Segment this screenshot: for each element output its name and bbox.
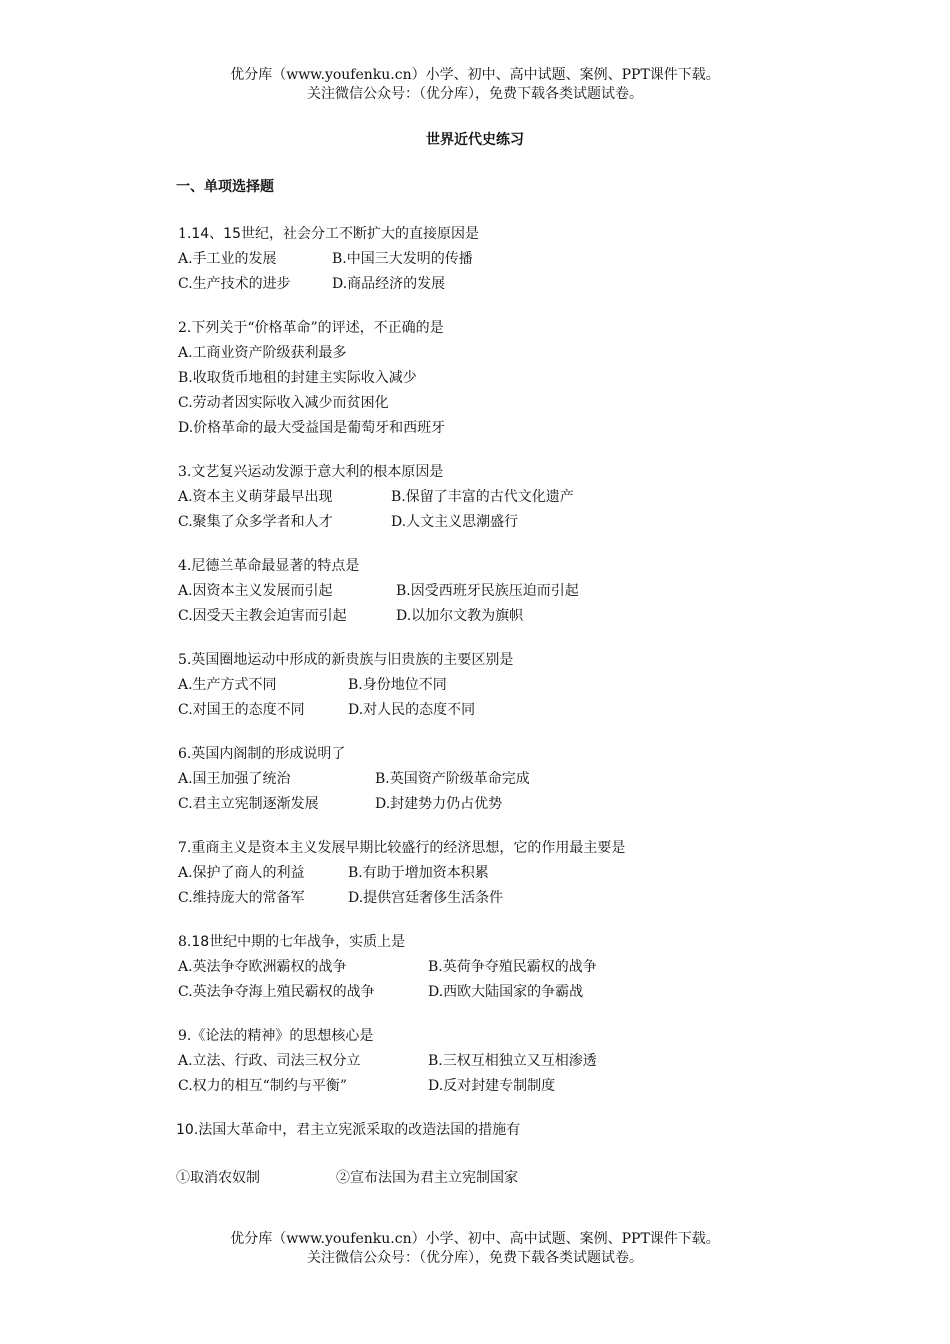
- statement-2: ②宣布法国为君主立宪制国家: [336, 1170, 518, 1186]
- option-b: B.身份地位不同: [348, 677, 447, 693]
- option-d: D.以加尔文教为旗帜: [396, 608, 524, 624]
- question-stem: 重商主义是资本主义发展早期比较盛行的经济思想，它的作用最主要是: [191, 840, 626, 856]
- option-a: A.手工业的发展: [178, 251, 277, 267]
- question-9: [178, 1027, 898, 1102]
- option-d: D.封建势力仍占优势: [375, 796, 503, 812]
- option-c: C.君主立宪制逐渐发展: [178, 796, 319, 812]
- question-number: 1.: [178, 226, 192, 242]
- option-d: D.对人民的态度不同: [348, 702, 476, 718]
- footer-line-2: 关注微信公众号：（优分库），免费下载各类试题试卷。: [307, 1250, 643, 1266]
- option-b: B.英国资产阶级革命完成: [375, 771, 530, 787]
- question-number: 8.: [178, 934, 192, 950]
- question-number: 4.: [178, 558, 192, 574]
- question-5: [178, 651, 898, 726]
- header-line-2: 关注微信公众号：（优分库），免费下载各类试题试卷。: [307, 86, 643, 102]
- question-stem: 英国内阁制的形成说明了: [191, 746, 346, 762]
- option-b: B.中国三大发明的传播: [332, 251, 473, 267]
- question-number: 5.: [178, 652, 192, 668]
- question-number: 9.: [178, 1028, 192, 1044]
- question-10: [176, 1121, 898, 1194]
- option-b: B.收取货币地租的封建主实际收入减少: [178, 370, 417, 386]
- option-a: A.生产方式不同: [178, 677, 277, 693]
- page-header: [0, 66, 950, 104]
- option-b: B.英荷争夺殖民霸权的战争: [428, 959, 597, 975]
- option-b: B.因受西班牙民族压迫而引起: [396, 583, 579, 599]
- option-d: D.价格革命的最大受益国是葡萄牙和西班牙: [178, 420, 446, 436]
- option-c: C.因受天主教会迫害而引起: [178, 608, 347, 624]
- option-c: C.权力的相互“制约与平衡”: [178, 1078, 347, 1094]
- question-6: [178, 745, 898, 820]
- option-b: B.有助于增加资本积累: [348, 865, 489, 881]
- page-title: 世界近代史练习: [426, 132, 524, 148]
- option-a: A.保护了商人的利益: [178, 865, 305, 881]
- option-c: C.对国王的态度不同: [178, 702, 305, 718]
- question-stem: 文艺复兴运动发源于意大利的根本原因是: [191, 464, 444, 480]
- statement-1: ①取消农奴制: [176, 1170, 260, 1186]
- section-heading: 一、单项选择题: [176, 179, 274, 195]
- question-number: 2.: [178, 320, 192, 336]
- option-a: A.立法、行政、司法三权分立: [178, 1053, 361, 1069]
- option-a: A.英法争夺欧洲霸权的战争: [178, 959, 347, 975]
- option-d: D.西欧大陆国家的争霸战: [428, 984, 584, 1000]
- question-number: 6.: [178, 746, 192, 762]
- option-c: C.维持庞大的常备军: [178, 890, 305, 906]
- question-stem: 法国大革命中，君主立宪派采取的改造法国的措施有: [198, 1122, 521, 1138]
- question-stem: 尼德兰革命最显著的特点是: [191, 558, 360, 574]
- question-7: [178, 839, 898, 914]
- option-d: D.反对封建专制制度: [428, 1078, 556, 1094]
- header-line-1: 优分库（www.youfenku.cn）小学、初中、高中试题、案例、PPT课件下载。: [230, 67, 720, 83]
- option-d: D.人文主义思潮盛行: [391, 514, 519, 530]
- question-4: [178, 557, 898, 632]
- option-a: A.工商业资产阶级获利最多: [178, 345, 347, 361]
- footer-line-1: 优分库（www.youfenku.cn）小学、初中、高中试题、案例、PPT课件下载。: [230, 1231, 720, 1247]
- question-list: [178, 225, 898, 1194]
- question-1: [178, 225, 898, 300]
- question-2: [178, 319, 898, 444]
- option-d: D.商品经济的发展: [332, 276, 446, 292]
- option-b: B.三权互相独立又互相渗透: [428, 1053, 597, 1069]
- question-stem: 英国圈地运动中形成的新贵族与旧贵族的主要区别是: [191, 652, 514, 668]
- question-stem: 下列关于“价格革命”的评述，不正确的是: [191, 320, 444, 336]
- option-c: C.劳动者因实际收入减少而贫困化: [178, 395, 389, 411]
- option-d: D.提供宫廷奢侈生活条件: [348, 890, 504, 906]
- option-b: B.保留了丰富的古代文化遗产: [391, 489, 574, 505]
- question-number: 3.: [178, 464, 192, 480]
- option-c: C.聚集了众多学者和人才: [178, 514, 333, 530]
- question-number: 7.: [178, 840, 192, 856]
- question-8: [178, 933, 898, 1008]
- option-a: A.资本主义萌芽最早出现: [178, 489, 333, 505]
- page-footer: [0, 1230, 950, 1268]
- option-c: C.生产技术的进步: [178, 276, 291, 292]
- option-a: A.因资本主义发展而引起: [178, 583, 333, 599]
- option-c: C.英法争夺海上殖民霸权的战争: [178, 984, 375, 1000]
- question-stem: 14、15世纪，社会分工不断扩大的直接原因是: [191, 226, 479, 242]
- question-stem: 18世纪中期的七年战争，实质上是: [191, 934, 406, 950]
- option-a: A.国王加强了统治: [178, 771, 291, 787]
- question-stem: 《论法的精神》的思想核心是: [191, 1028, 374, 1044]
- question-number: 10.: [176, 1122, 199, 1138]
- question-3: [178, 463, 898, 538]
